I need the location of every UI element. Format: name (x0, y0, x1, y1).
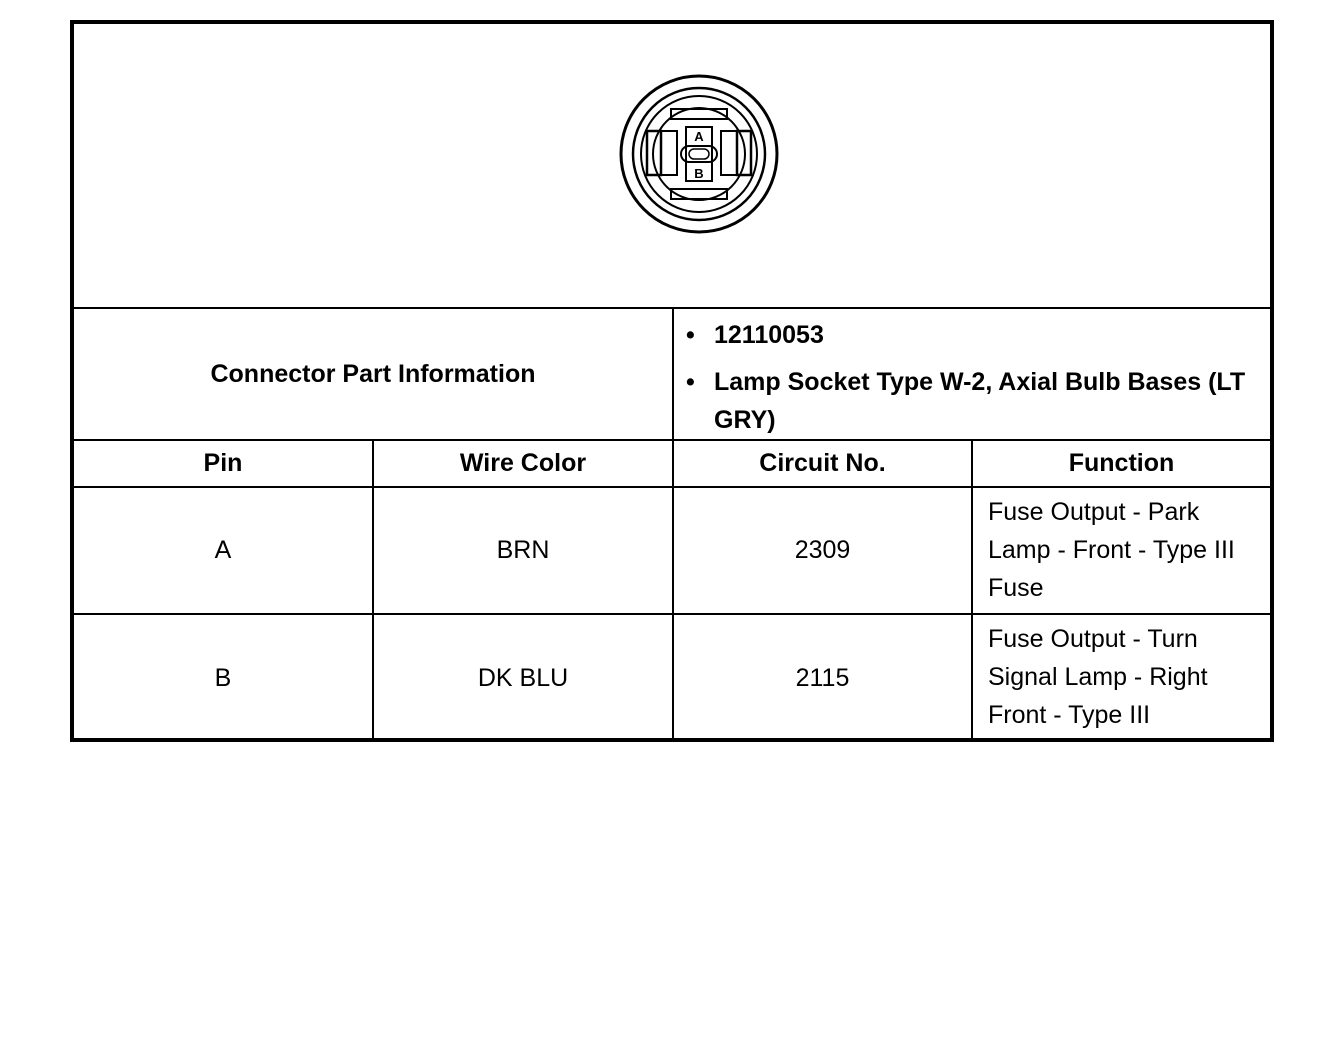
cell-circuit: 2115 (795, 664, 850, 692)
pin-label-a: A (694, 129, 704, 144)
header-pin: Pin (203, 449, 243, 477)
cell-wire-color: DK BLU (477, 664, 569, 692)
cell-wire-color: BRN (496, 536, 550, 564)
connector-table (70, 20, 1274, 742)
cell-function: Fuse Output - Park Lamp - Front - Type III Fuse (988, 498, 1235, 602)
part-info-item: • 12110053 (686, 321, 824, 349)
cell-circuit: 2309 (794, 536, 851, 564)
part-info-item: • Lamp Socket Type W-2, Axial Bulb Bases (LT GRY) (686, 368, 1246, 434)
cell-function: Fuse Output - Turn Signal Lamp - Right Front - Type III (988, 625, 1208, 729)
connector-face-icon (614, 69, 784, 239)
cell-pin: A (214, 536, 232, 564)
part-info-list (686, 316, 1271, 439)
part-info-label: Connector Part Information (210, 359, 536, 388)
connector-diagram (74, 24, 1270, 308)
pin-label-b: B (694, 166, 704, 181)
header-wire-color: Wire Color (459, 449, 587, 477)
part-number: 12110053 (714, 321, 824, 349)
part-description: Lamp Socket Type W-2, Axial Bulb Bases (LT GRY) (714, 368, 1246, 434)
header-function: Function (1068, 449, 1175, 477)
cell-pin: B (214, 664, 232, 692)
header-circuit: Circuit No. (759, 449, 886, 477)
